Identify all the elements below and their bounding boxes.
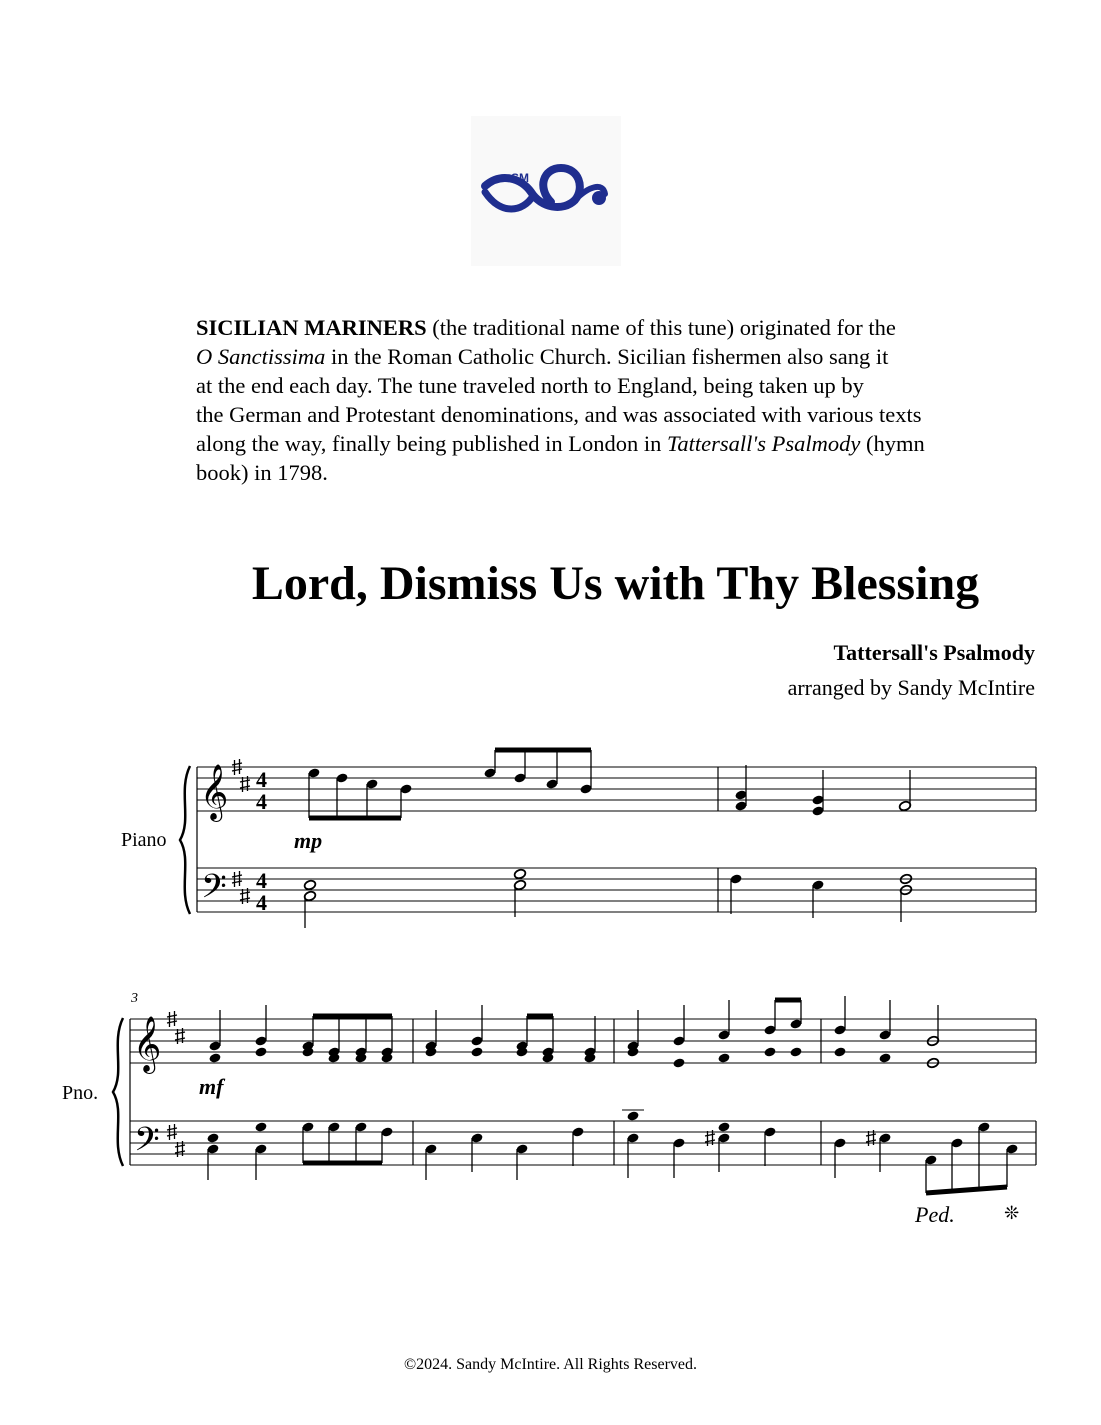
- bass-measure-3: [206, 1121, 393, 1180]
- treble-measure-4: [424, 1005, 596, 1064]
- tune-name: SICILIAN MARINERS: [196, 315, 427, 340]
- bass-measure-1: [303, 868, 526, 928]
- book-name: Tattersall's Psalmody: [666, 431, 861, 456]
- svg-text:4: 4: [256, 767, 267, 792]
- brace: [180, 766, 190, 914]
- treble-measure-3: [208, 1005, 393, 1064]
- copyright-footer: ©2024. Sandy McIntire. All Rights Reserved.: [403, 1356, 697, 1373]
- logo-letters: SM: [511, 171, 529, 185]
- treble-clef-icon: 𝄞: [133, 1016, 162, 1072]
- composer: Tattersall's Psalmody: [833, 640, 1035, 665]
- system-1: [180, 750, 1036, 928]
- arranger: arranged by Sandy McIntire: [787, 675, 1035, 700]
- bass-measure-4: [424, 1126, 584, 1180]
- time-signature: [256, 767, 267, 915]
- treble-measure-2: [734, 765, 911, 817]
- bass-measure-2: [729, 873, 912, 922]
- svg-text:4: 4: [256, 890, 267, 915]
- dynamic-mf: mf: [199, 1074, 224, 1099]
- piece-title: Lord, Dismiss Us with Thy Blessing: [251, 557, 980, 610]
- hymn-name: O Sanctissima: [196, 344, 326, 369]
- instrument-label-short: Pno.: [62, 1082, 99, 1104]
- treble-measure-5: [626, 1000, 802, 1069]
- bass-clef-icon: 𝄢: [134, 1121, 160, 1167]
- intro-text-6: book) in 1798.: [196, 460, 328, 485]
- pedal-mark: Ped.: [915, 1202, 955, 1227]
- intro-text-2: in the Roman Catholic Church. Sicilian fishermen also sang it: [325, 344, 889, 369]
- pedal-release-icon: ❊: [1004, 1203, 1020, 1224]
- treble-clef-icon: 𝄞: [200, 764, 229, 820]
- treble-measure-6: [833, 996, 943, 1069]
- intro-text-1: (the traditional name of this tune) originated for the: [426, 315, 896, 340]
- intro-text-5a: along the way, finally being published in London in: [196, 431, 667, 456]
- brace: [113, 1018, 123, 1166]
- bass-measure-5: [622, 1110, 777, 1178]
- measure-number: 3: [131, 991, 138, 1006]
- system-2: [113, 991, 1036, 1227]
- svg-text:4: 4: [256, 868, 267, 893]
- instrument-label: Piano: [121, 829, 167, 851]
- bass-staff-1: [197, 868, 1036, 912]
- intro-text-3: at the end each day. The tune traveled north to England, being taken up by: [196, 373, 864, 398]
- svg-text:4: 4: [256, 789, 267, 814]
- treble-measure-1: [307, 750, 592, 818]
- dynamic-mp: mp: [294, 828, 323, 853]
- intro-text-4: the German and Protestant denominations, and was associated with various texts: [196, 402, 922, 427]
- intro-text-5b: (hymn: [860, 431, 925, 456]
- bass-clef-icon: 𝄢: [201, 868, 227, 914]
